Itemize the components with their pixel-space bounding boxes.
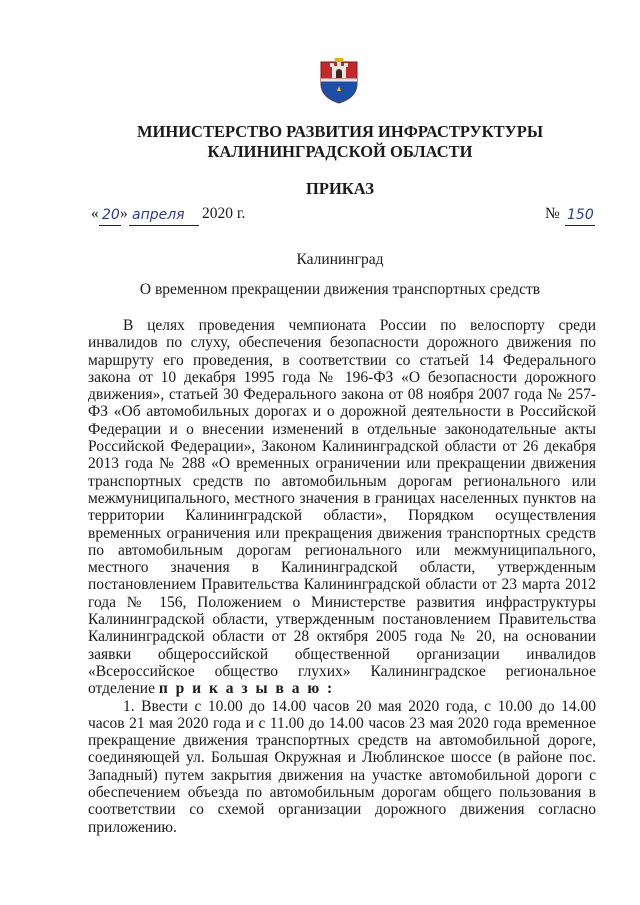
month-underline <box>129 225 199 226</box>
preamble-paragraph <box>88 317 596 698</box>
date-close-quote: » <box>120 205 128 222</box>
city-name: Калининград <box>296 251 384 268</box>
date-open-quote: « <box>91 205 99 222</box>
document-type-title: ПРИКАЗ <box>306 179 374 198</box>
number-sign: № <box>545 205 560 222</box>
day-underline <box>99 225 121 226</box>
ministry-name-line1: МИНИСТЕРСТВО РАЗВИТИЯ ИНФРАСТРУКТУРЫ <box>136 122 544 141</box>
order-number-handwritten: 150 <box>567 207 594 223</box>
date-month-handwritten: апреля <box>132 207 185 223</box>
order-clause-1: 1. Ввести с 10.00 до 14.00 часов 20 мая 2020 года, с 10.00 до 14.00 часов 21 мая 2020 года и с 11.00 до 14.00 часов 23 мая 2020 года временное прекращение движения транспортных средств на автомобильной дороге, соединяющей ул. Большая Окружная и Люблинское шоссе (в районе пос. Западный) путем закрытия движения на участке автомобильной дороги с обеспечением объезда по автомобильным дорогам общего пользования в соответствии со схемой организации дорожного движения согласно приложению. <box>88 697 596 836</box>
preamble-text: В целях проведения чемпионата России по велоспорту среди инвалидов по слуху, обеспечения безопасности дорожного движения по маршруту его проведения, в соответствии со статьей 14 Федерального закона от 10 декабря 1995 года № 196-ФЗ «О безопасности дорожного движения», статьей 30 Федерального закона от 08 ноября 2007 года № 257-ФЗ «Об автомобильных дорогах и о дорожной деятельности в Российской Федерации и о внесении изменений в отдельные законодательные акты Российской Федерации», Законом Калининградской области от 26 декабря 2013 года № 288 «О временных ограничении или прекращении движения транспортных средств по автомобильным дорогам регионального или межмуниципального, местного значения в границах населенных пунктов на территории Калининградской области», Порядком осуществления временных ограничения или прекращения движения транспортных средств по автомобильным дорогам регионального или межмуниципального, местного значения в Калининградской области, утвержденным постановлением Правительства Калининградской области от 23 марта 2012 года № 156, Положением о Министерстве развития инфраструктуры Калининградской области, утвержденным постановлением Правительства Калининградской области от 28 октября 2005 года № 20, на основании заявки общероссийской общественной организации инвалидов «Всероссийское общество глухих» Калининградское региональное отделение <box>88 317 596 698</box>
order-date <box>91 205 291 231</box>
ministry-name <box>90 122 590 162</box>
ministry-name-line2: КАЛИНИНГРАДСКОЙ ОБЛАСТИ <box>207 142 473 161</box>
order-subject: О временном прекращении движения транспортных средств <box>139 281 541 298</box>
order-body <box>88 317 596 836</box>
order-word: п р и к а з ы в а ю : <box>158 680 335 698</box>
date-day-handwritten: 20 <box>102 207 120 223</box>
number-underline <box>565 225 595 226</box>
order-number <box>545 205 605 231</box>
date-year: 2020 г. <box>202 205 246 222</box>
kaliningrad-coat-of-arms-icon <box>319 58 359 104</box>
